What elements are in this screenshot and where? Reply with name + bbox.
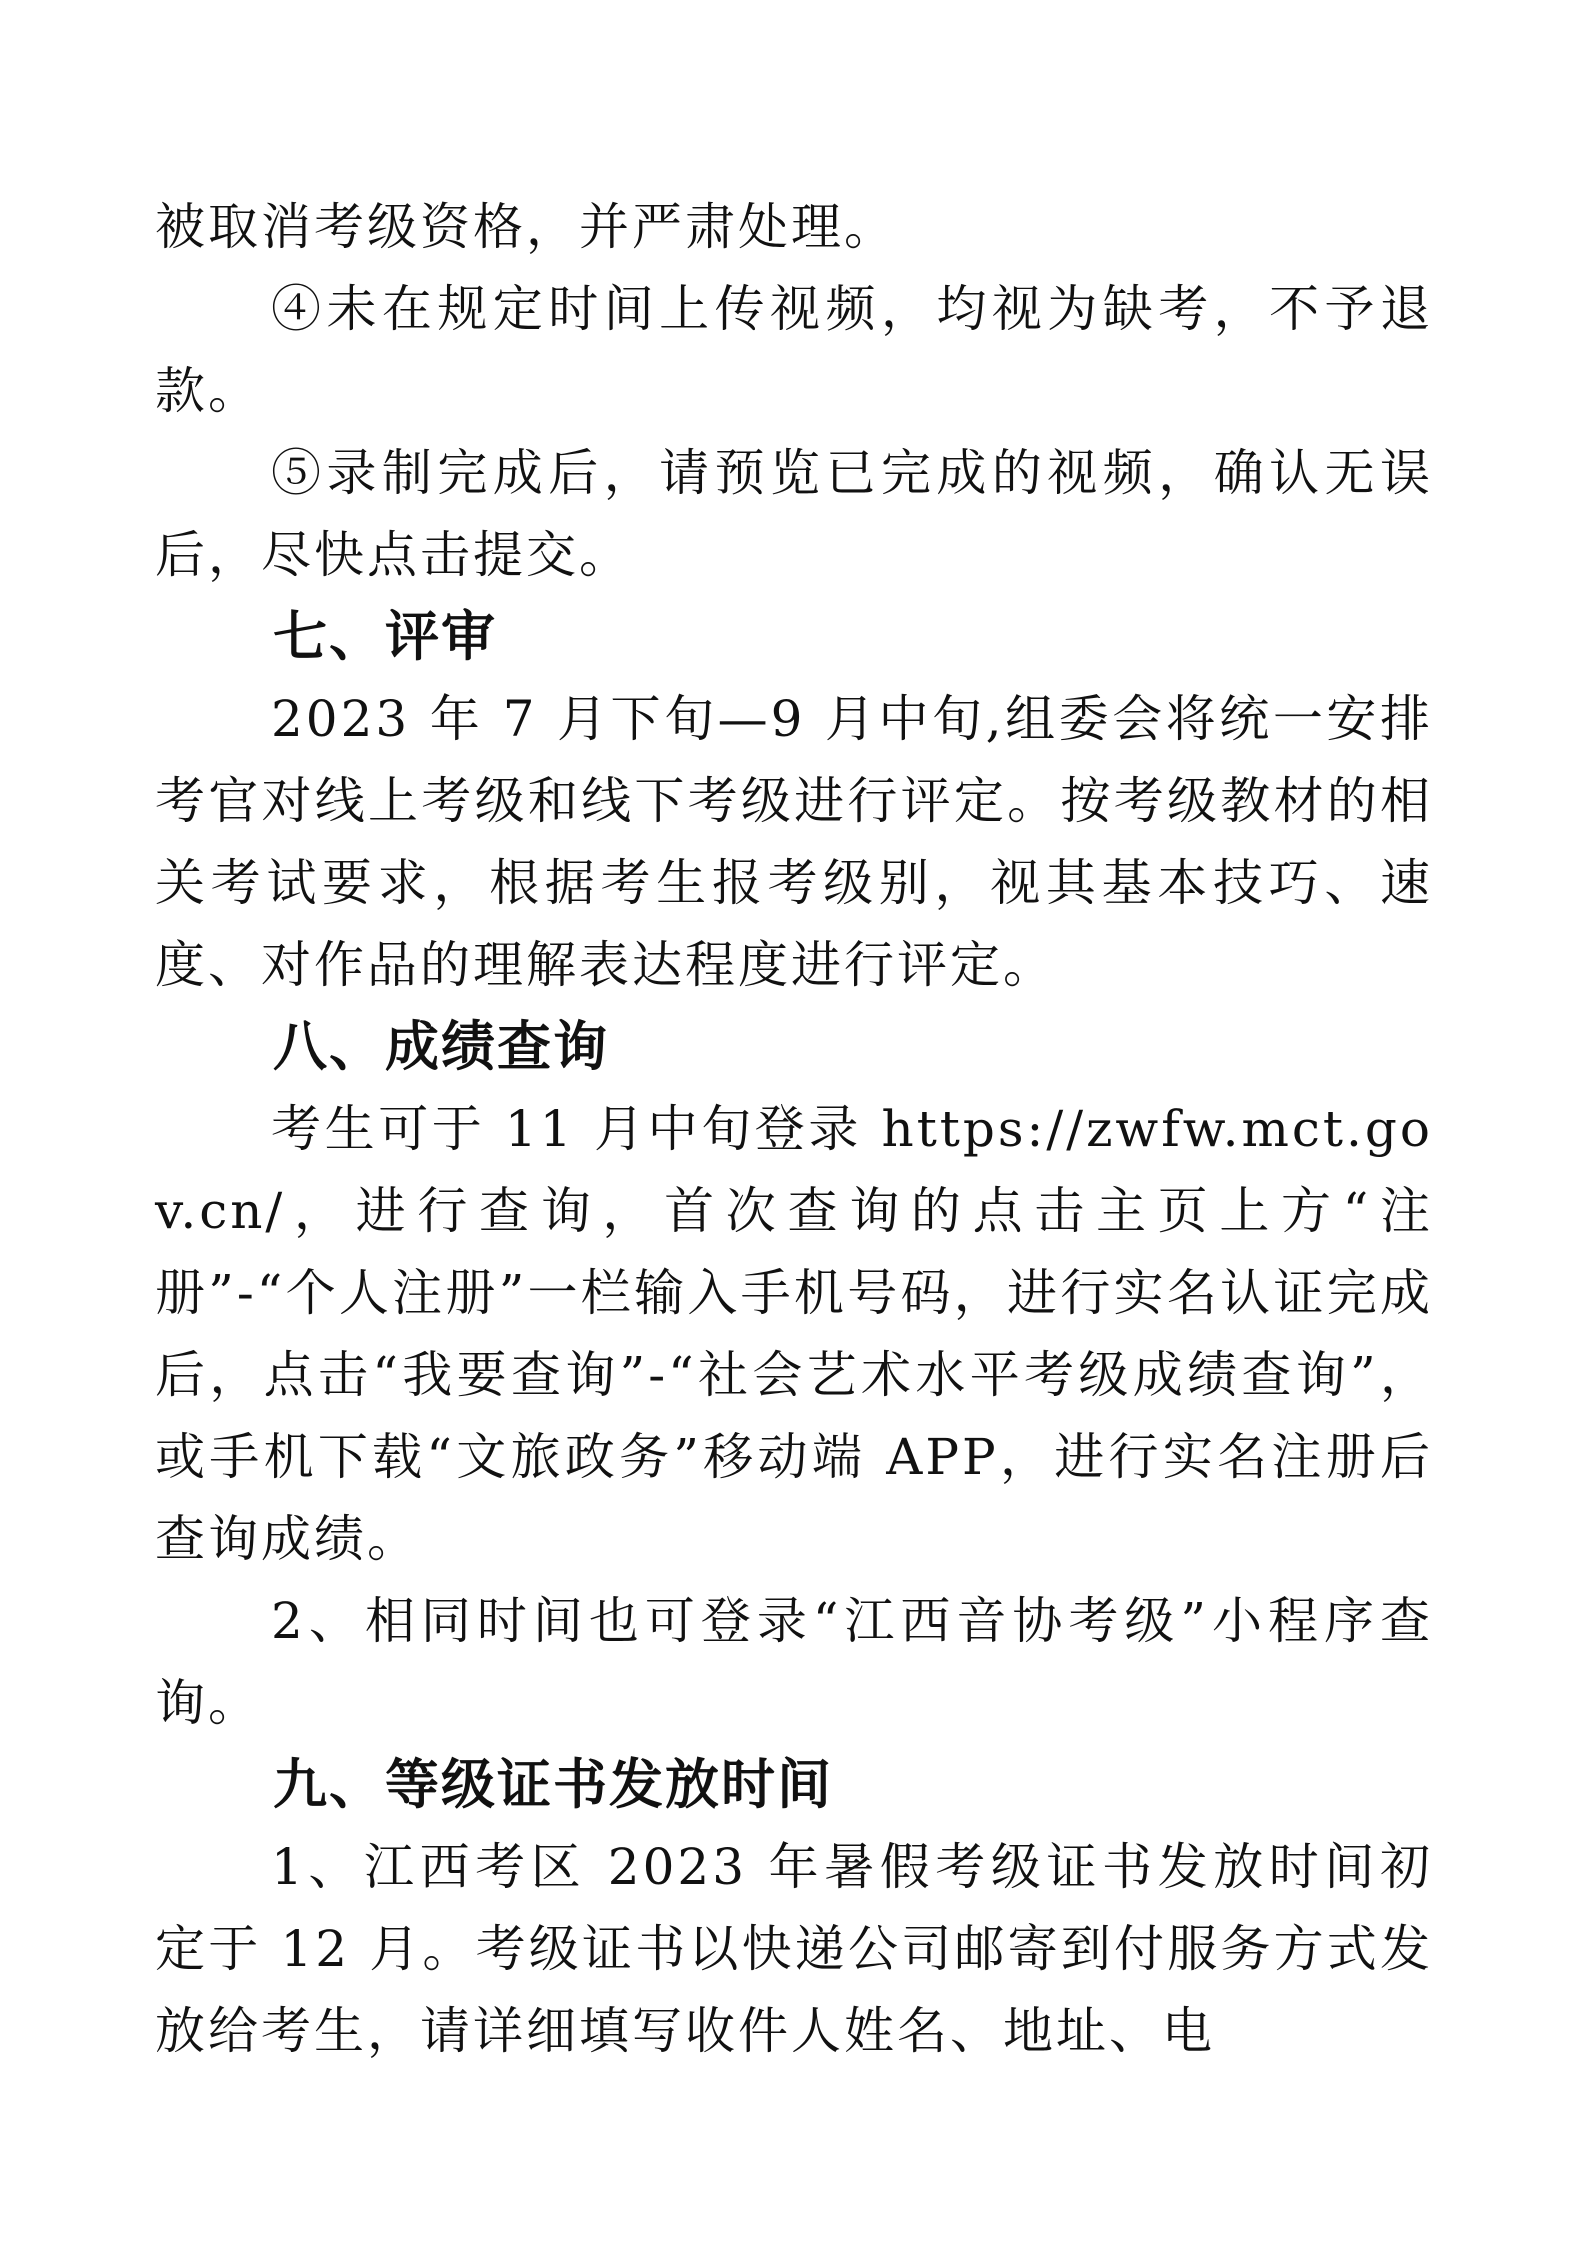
document-body — [155, 186, 1433, 2072]
paragraph-mini-program: 2、相同时间也可登录“江西音协考级”小程序查询。 — [155, 1592, 1433, 1732]
paragraph-video-deadline: ④未在规定时间上传视频，均视为缺考，不予退款。 — [155, 280, 1433, 420]
section-heading-certificate: 九、等级证书发放时间 — [273, 1753, 833, 1816]
section-heading-score-query: 八、成绩查询 — [273, 1015, 609, 1078]
paragraph-disqualification: 被取消考级资格，并严肃处理。 — [155, 198, 897, 256]
paragraph-video-submit: ⑤录制完成后，请预览已完成的视频，确认无误后，尽快点击提交。 — [155, 444, 1433, 584]
section-heading-review: 七、评审 — [273, 605, 497, 668]
paragraph-score-query: 考生可于 11 月中旬登录 https://zwfw.mct.gov.cn/，进行查询，首次查询的点击主页上方“注册”-“个人注册”一栏输入手机号码，进行实名认证完成后，点击“我要查询”-“社会艺术水平考级成绩查询”，或手机下载“文旅政务”移动端 APP，进行实名注册后查询成绩。 — [155, 1100, 1433, 1568]
paragraph-certificate: 1、江西考区 2023 年暑假考级证书发放时间初定于 12 月。考级证书以快递公司邮寄到付服务方式发放给考生，请详细填写收件人姓名、地址、电 — [155, 1838, 1433, 2060]
paragraph-review: 2023 年 7 月下旬—9 月中旬,组委会将统一安排考官对线上考级和线下考级进行评定。按考级教材的相关考试要求，根据考生报考级别，视其基本技巧、速度、对作品的理解表达程度进行评定。 — [155, 690, 1433, 994]
